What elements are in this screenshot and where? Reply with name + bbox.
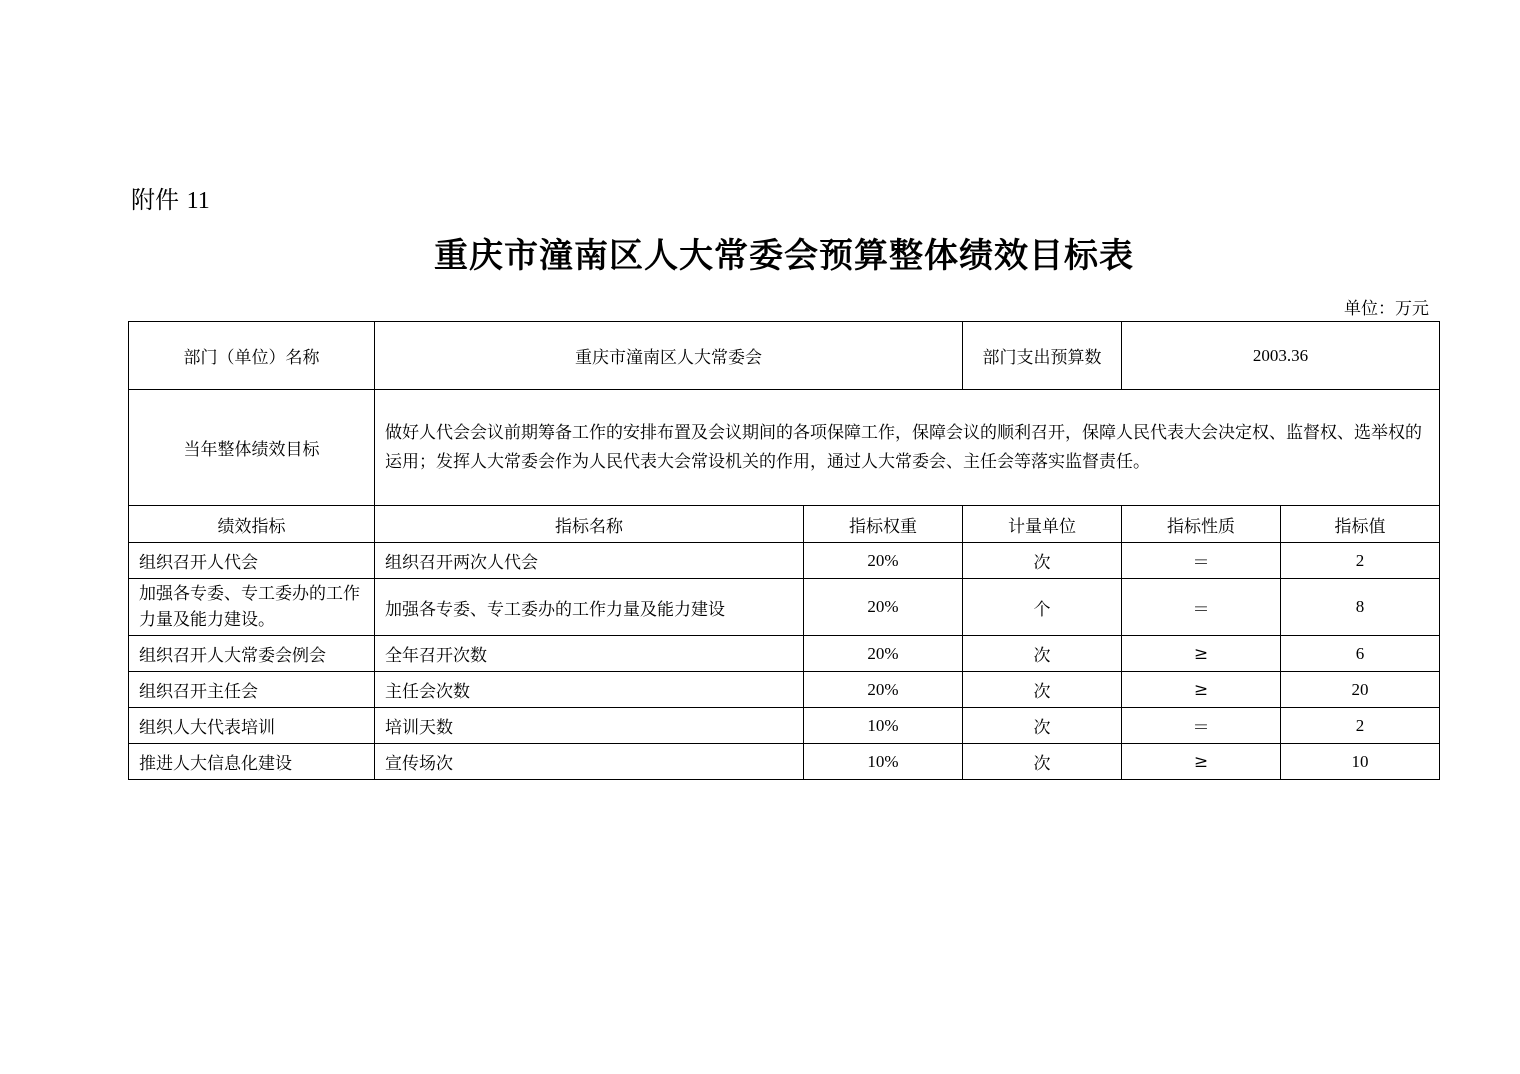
goal-text: 做好人代会会议前期筹备工作的安排布置及会议期间的各项保障工作，保障会议的顺利召开，保障人民代表大会决定权、监督权、选举权的运用；发挥人大常委会作为人民代表大会常设机关的作用，通过人大常委会、主任会等落实监督责任。 (375, 390, 1440, 506)
table-row (129, 744, 1440, 780)
indicator-cell: 加强各专委、专工委办的工作力量及能力建设。 (129, 579, 375, 636)
name-cell: 全年召开次数 (375, 636, 804, 672)
column-header: 指标权重 (804, 506, 963, 543)
page-title: 重庆市潼南区人大常委会预算整体绩效目标表 (434, 236, 1134, 276)
weight-cell: 20% (804, 579, 963, 636)
column-header: 绩效指标 (129, 506, 375, 543)
unit-cell: 次 (963, 636, 1122, 672)
performance-table (128, 321, 1440, 780)
indicator-cell: 组织召开主任会 (129, 672, 375, 708)
dept-budget-value: 2003.36 (1122, 322, 1440, 390)
dept-name-label: 部门（单位）名称 (129, 322, 375, 390)
column-header: 指标值 (1281, 506, 1440, 543)
goal-row (129, 390, 1440, 506)
weight-cell: 10% (804, 744, 963, 780)
unit-cell: 个 (963, 579, 1122, 636)
value-cell: 10 (1281, 744, 1440, 780)
table-row (129, 579, 1440, 636)
indicator-cell: 组织召开人代会 (129, 543, 375, 579)
unit-label: 单位：万元 (1344, 299, 1429, 319)
weight-cell: 10% (804, 708, 963, 744)
indicator-cell: 组织召开人大常委会例会 (129, 636, 375, 672)
nature-cell: ≥ (1122, 636, 1281, 672)
column-header-row (129, 506, 1440, 543)
column-header: 计量单位 (963, 506, 1122, 543)
table-row (129, 708, 1440, 744)
value-cell: 6 (1281, 636, 1440, 672)
name-cell: 加强各专委、专工委办的工作力量及能力建设 (375, 579, 804, 636)
table-row (129, 672, 1440, 708)
weight-cell: 20% (804, 636, 963, 672)
dept-name-value: 重庆市潼南区人大常委会 (375, 322, 963, 390)
name-cell: 培训天数 (375, 708, 804, 744)
attachment-number: 11 (186, 188, 210, 214)
department-row (129, 322, 1440, 390)
table-row (129, 543, 1440, 579)
attachment-label-text: 附件 (131, 186, 179, 214)
nature-cell: ≥ (1122, 744, 1281, 780)
name-cell: 组织召开两次人代会 (375, 543, 804, 579)
name-cell: 宣传场次 (375, 744, 804, 780)
table-row (129, 636, 1440, 672)
value-cell: 2 (1281, 543, 1440, 579)
unit-cell: 次 (963, 672, 1122, 708)
indicator-cell: 组织人大代表培训 (129, 708, 375, 744)
nature-cell: ≥ (1122, 672, 1281, 708)
unit-cell: 次 (963, 744, 1122, 780)
value-cell: 8 (1281, 579, 1440, 636)
nature-cell: ＝ (1122, 543, 1281, 579)
weight-cell: 20% (804, 543, 963, 579)
value-cell: 2 (1281, 708, 1440, 744)
column-header: 指标名称 (375, 506, 804, 543)
nature-cell: ＝ (1122, 708, 1281, 744)
indicator-cell: 推进人大信息化建设 (129, 744, 375, 780)
name-cell: 主任会次数 (375, 672, 804, 708)
dept-budget-label: 部门支出预算数 (963, 322, 1122, 390)
column-header: 指标性质 (1122, 506, 1281, 543)
weight-cell: 20% (804, 672, 963, 708)
nature-cell: ＝ (1122, 579, 1281, 636)
unit-cell: 次 (963, 543, 1122, 579)
value-cell: 20 (1281, 672, 1440, 708)
goal-label: 当年整体绩效目标 (129, 390, 375, 506)
attachment-label (131, 180, 210, 215)
unit-cell: 次 (963, 708, 1122, 744)
